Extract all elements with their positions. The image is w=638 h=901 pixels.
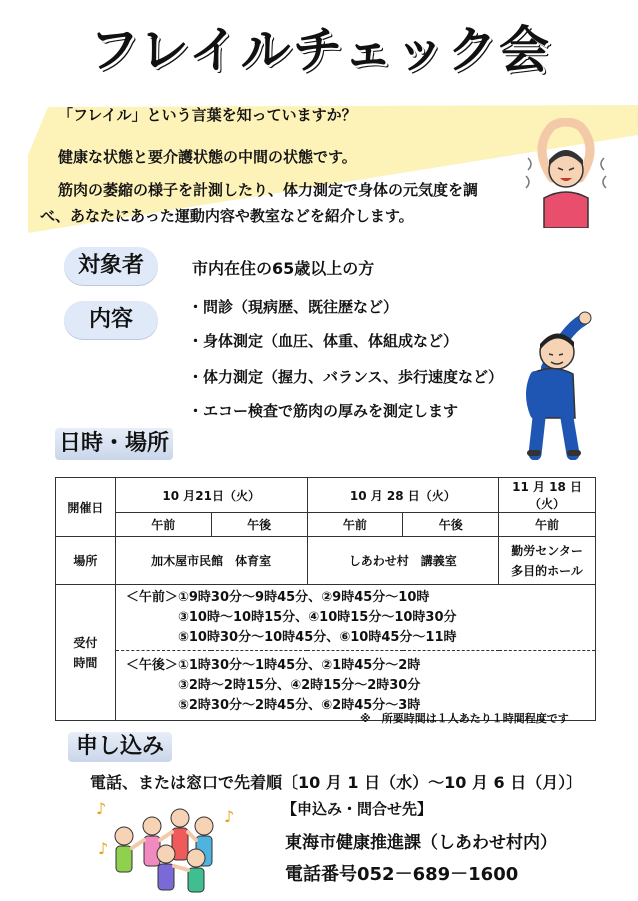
pm-slot-line-3: ⑤2時30分～2時45分、⑥2時45分～3時 bbox=[177, 697, 421, 713]
man-stretching-illustration bbox=[505, 310, 605, 460]
period-5: 午前 bbox=[499, 513, 596, 537]
target-pill: 対象者 bbox=[64, 247, 158, 285]
schedule-heading: 日時・場所 bbox=[55, 428, 173, 460]
content-item-3: ・体力測定（握力、バランス、歩行速度など） bbox=[188, 368, 504, 386]
place-3 bbox=[499, 537, 596, 585]
apply-heading: 申し込み bbox=[68, 732, 172, 762]
content-item-4: ・エコー検査で筋肉の厚みを測定します bbox=[188, 402, 459, 420]
content-item-2: ・身体測定（血圧、体重、体組成など） bbox=[188, 332, 459, 350]
target-text: 市内在住の65歳以上の方 bbox=[192, 259, 375, 278]
place-3-line-1: 勤労センター bbox=[511, 543, 583, 558]
date-row-label: 開催日 bbox=[56, 478, 116, 537]
am-slot-line-3: ⑤10時30分～10時45分、⑥10時45分～11時 bbox=[177, 629, 457, 645]
intro-line-1: 「フレイル」という言葉を知っていますか？ bbox=[58, 106, 357, 124]
contact-dept: 東海市健康推進課（しあわせ村内） bbox=[285, 833, 557, 853]
group-dancing-illustration bbox=[92, 796, 242, 896]
contact-phone: 電話番号052－689－1600 bbox=[285, 864, 519, 885]
svg-text:♪: ♪ bbox=[224, 807, 235, 826]
period-3: 午前 bbox=[307, 513, 403, 537]
date-2: 10 月 28 日（火） bbox=[307, 478, 499, 513]
am-slot-line-1: ＜午前＞①9時30分～9時45分、②9時45分～10時 bbox=[125, 589, 430, 605]
am-slots bbox=[115, 585, 595, 651]
svg-text:♪: ♪ bbox=[98, 839, 109, 858]
slot-label-2: 時間 bbox=[73, 655, 98, 670]
place-row-label: 場所 bbox=[56, 537, 116, 585]
place-2: しあわせ村 講義室 bbox=[307, 537, 499, 585]
place-1: 加木屋市民館 体育室 bbox=[115, 537, 307, 585]
woman-stretching-illustration bbox=[522, 118, 610, 228]
intro-line-4: べ、あなたにあった運動内容や教室などを紹介します。 bbox=[40, 207, 414, 225]
am-slot-line-2: ③10時～10時15分、④10時15分～10時30分 bbox=[177, 609, 457, 625]
schedule-table bbox=[55, 477, 596, 721]
svg-text:♪: ♪ bbox=[96, 799, 107, 818]
apply-text: 電話、または窓口で先着順〔10 月 1 日（水）～10 月 6 日（月）〕 bbox=[90, 773, 583, 792]
slot-row-label bbox=[56, 585, 116, 721]
date-3: 11 月 18 日（火） bbox=[499, 478, 596, 513]
intro-line-3: 筋肉の萎縮の様子を計測したり、体力測定で身体の元気度を調 bbox=[58, 181, 479, 199]
date-1: 10 月21日（火） bbox=[115, 478, 307, 513]
period-2: 午後 bbox=[211, 513, 307, 537]
pm-slot-line-1: ＜午後＞①1時30分～1時45分、②1時45分～2時 bbox=[125, 657, 421, 673]
period-4: 午後 bbox=[403, 513, 499, 537]
intro-line-2: 健康な状態と要介護状態の中間の状態です。 bbox=[58, 148, 357, 166]
page-title: フレイルチェック会 bbox=[89, 21, 551, 79]
period-1: 午前 bbox=[115, 513, 211, 537]
content-pill: 内容 bbox=[64, 301, 158, 339]
slot-label-1: 受付 bbox=[73, 635, 98, 650]
place-3-line-2: 多目的ホール bbox=[511, 563, 583, 578]
pm-slot-line-2: ③2時～2時15分、④2時15分～2時30分 bbox=[177, 677, 421, 693]
duration-note: ※ 所要時間は１人あたり１時間程度です bbox=[360, 712, 569, 725]
contact-title: 【申込み・問合せ先】 bbox=[282, 800, 433, 818]
content-item-1: ・問診（現病歴、既往歴など） bbox=[188, 298, 399, 316]
